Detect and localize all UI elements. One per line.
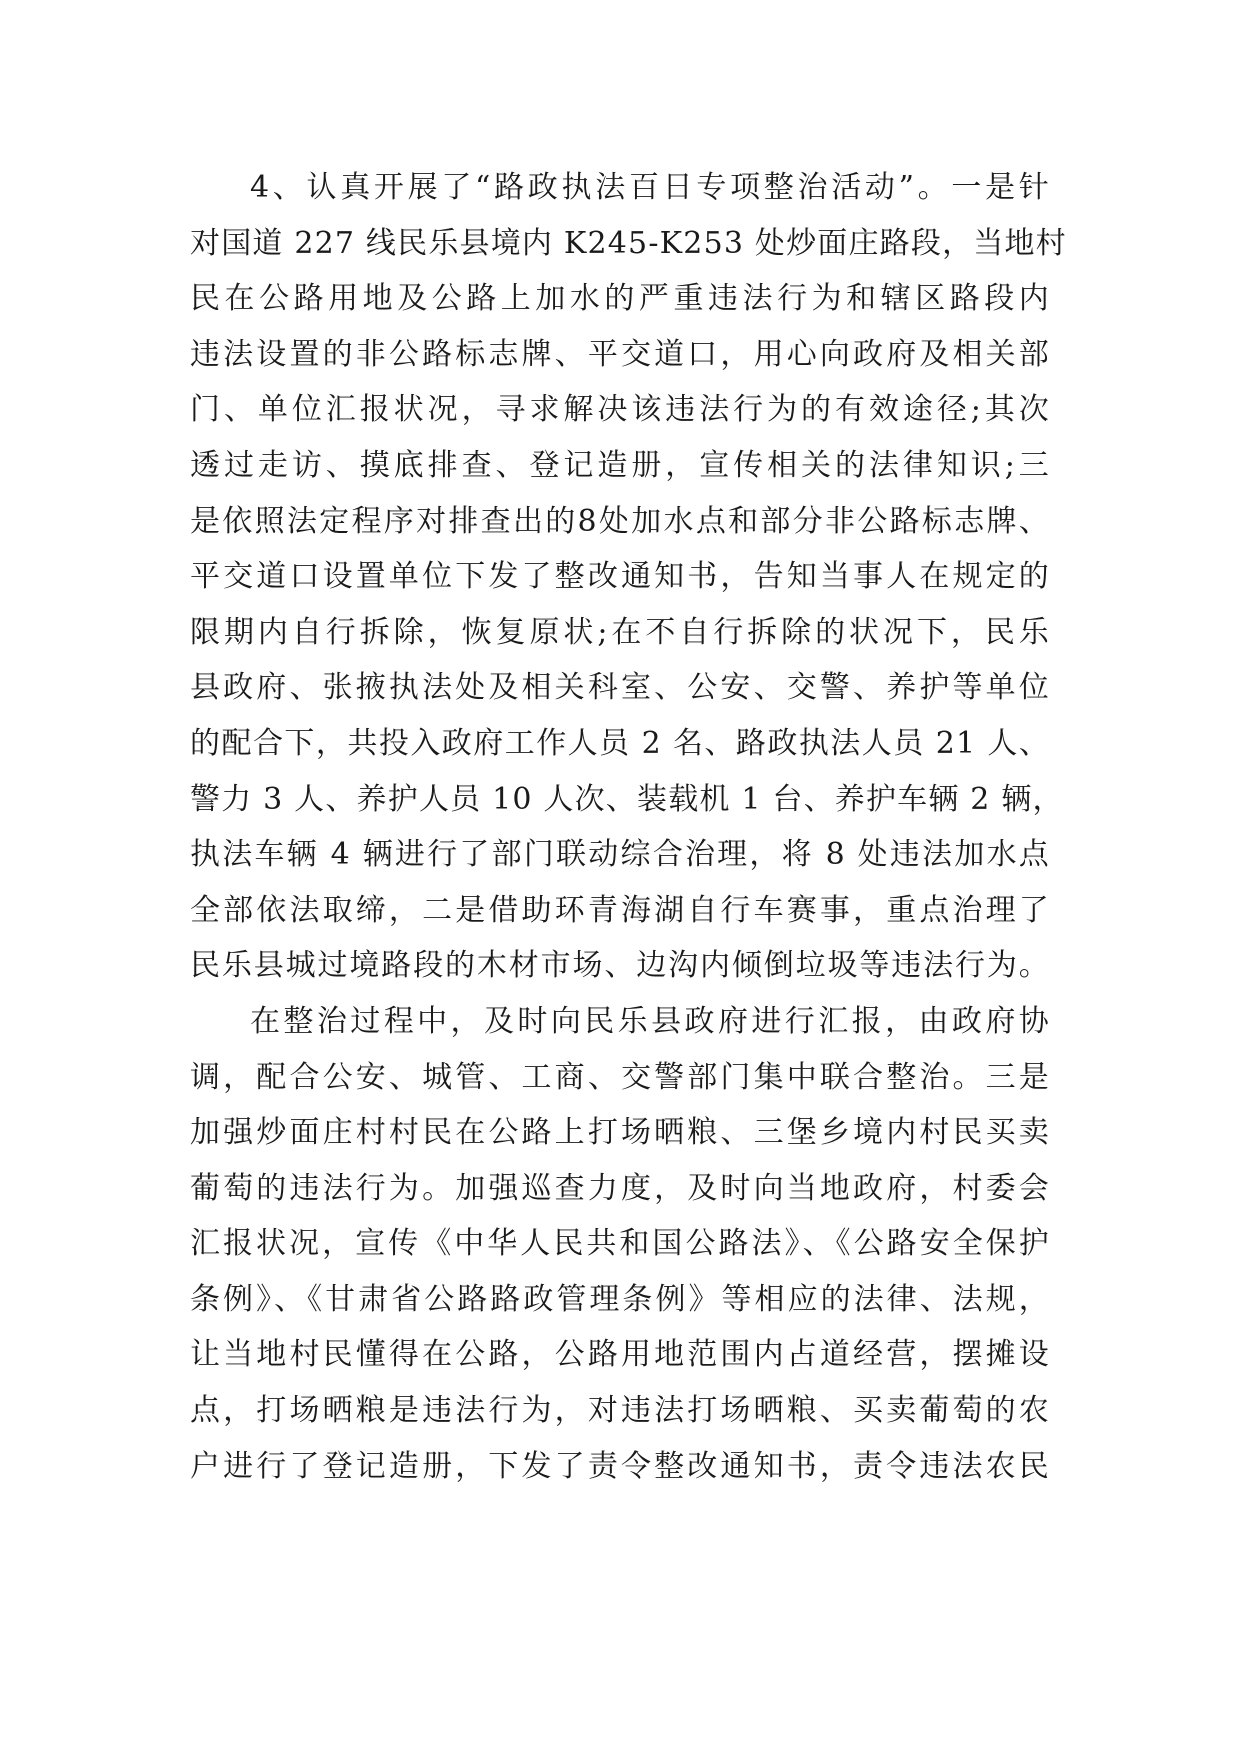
text-line: 在整治过程中，及时向民乐县政府进行汇报，由政府协 bbox=[250, 1003, 1050, 1039]
text-line: 对国道 227 线民乐县境内 K245-K253 处炒面庄路段，当地村 bbox=[190, 225, 1067, 261]
text-line: 限期内自行拆除，恢复原状;在不自行拆除的状况下，民乐 bbox=[190, 614, 1050, 650]
text-line: 违法设置的非公路标志牌、平交道口，用心向政府及相关部 bbox=[190, 336, 1050, 372]
text-line: 透过走访、摸底排查、登记造册，宣传相关的法律知识;三 bbox=[190, 447, 1050, 483]
paragraph-2 bbox=[190, 994, 1050, 1494]
text-line: 警力 3 人、养护人员 10 人次、装载机 1 台、养护车辆 2 辆， bbox=[190, 781, 1064, 817]
text-line: 门、单位汇报状况，寻求解决该违法行为的有效途径;其次 bbox=[190, 392, 1050, 428]
text-line: 县政府、张掖执法处及相关科室、公安、交警、养护等单位 bbox=[190, 670, 1050, 706]
text-line: 葡萄的违法行为。加强巡查力度，及时向当地政府，村委会 bbox=[190, 1170, 1050, 1206]
text-line: 的配合下，共投入政府工作人员 2 名、路政执法人员 21 人、 bbox=[190, 725, 1050, 761]
text-line: 汇报状况，宣传《中华人民共和国公路法》、《公路安全保护 bbox=[190, 1226, 1050, 1262]
text-line: 户进行了登记造册，下发了责令整改通知书，责令违法农民 bbox=[190, 1448, 1050, 1484]
paragraph-1 bbox=[190, 160, 1067, 994]
text-line: 条例》、《甘肃省公路路政管理条例》等相应的法律、法规， bbox=[190, 1281, 1050, 1317]
text-line: 调，配合公安、城管、工商、交警部门集中联合整治。三是 bbox=[190, 1059, 1050, 1095]
text-line: 执法车辆 4 辆进行了部门联动综合治理，将 8 处违法加水点 bbox=[190, 837, 1050, 873]
text-line: 平交道口设置单位下发了整改通知书，告知当事人在规定的 bbox=[190, 559, 1050, 595]
document-body bbox=[190, 160, 1067, 1494]
text-line: 让当地村民懂得在公路，公路用地范围内占道经营，摆摊设 bbox=[190, 1337, 1050, 1373]
text-line: 民乐县城过境路段的木材市场、边沟内倾倒垃圾等违法行为。 bbox=[190, 948, 1050, 984]
text-line: 加强炒面庄村村民在公路上打场晒粮、三堡乡境内村民买卖 bbox=[190, 1115, 1050, 1151]
text-line: 点，打场晒粮是违法行为，对违法打场晒粮、买卖葡萄的农 bbox=[190, 1393, 1050, 1429]
text-line: 是依照法定程序对排查出的8处加水点和部分非公路标志牌、 bbox=[190, 503, 1050, 539]
text-line: 民在公路用地及公路上加水的严重违法行为和辖区路段内 bbox=[190, 281, 1050, 317]
text-line: 4、认真开展了“路政执法百日专项整治活动”。一是针 bbox=[250, 170, 1050, 205]
text-line: 全部依法取缔，二是借助环青海湖自行车赛事，重点治理了 bbox=[190, 892, 1050, 928]
